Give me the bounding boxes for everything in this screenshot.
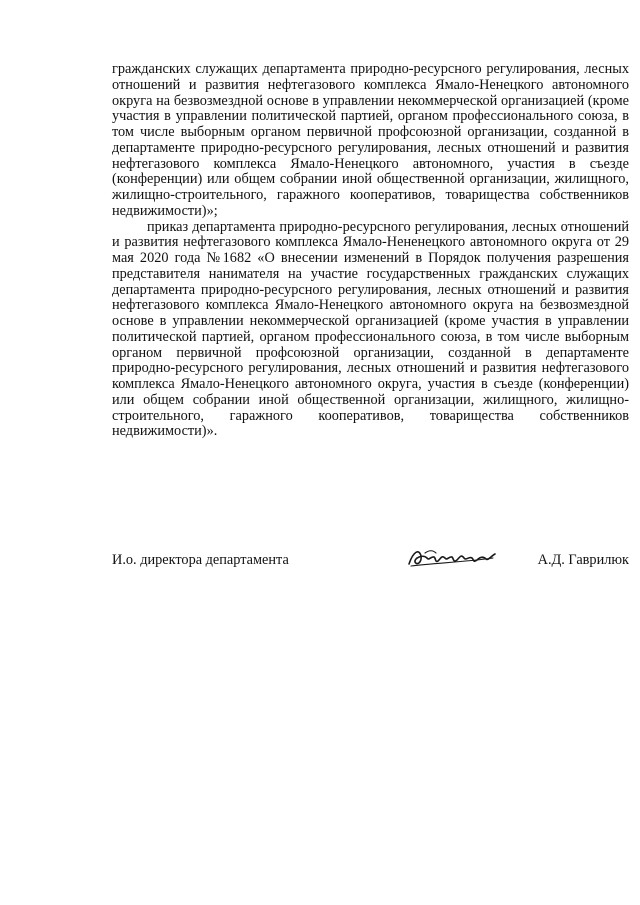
paragraph-continuation: гражданских служащих департамента природно-ресурсного регулирования, лесных отношений и развития нефтегазового комплекса Ямало-Ненецкого автономного округа на безвозмездной основе в управлении некоммерческой организацией (кроме участия в управлении политической партией, органом профессионального союза, в том числе выборным органом первичной профсоюзной организации, созданной в департаменте природно-ресурсного регулирования, лесных отношений и развития нефтегазового комплекса Ямало-Ненецкого автономного, участия в съезде (конференции) или общем собрании иной общественной организации, жилищного, жилищно-строительного, гаражного кооперативов, товарищества собственников недвижимости)»; — [112, 61, 629, 219]
paragraph-order: приказ департамента природно-ресурсного регулирования, лесных отношений и развития нефтегазового комплекса Ямало-Нененецкого автономного округа от 29 мая 2020 года №1682 «О внесении изменений в Порядок получения разрешения представителя нанимателя на участие государственных гражданских служащих департамента природно-ресурсного регулирования, лесных отношений и развития нефтегазового комплекса Ямало-Ненецкого автономного округа на безвозмездной основе в управлении некоммерческой организацией (кроме участия в управлении политической партией, органом профессионального союза, в том числе выборным органом первичной профсоюзной организации, созданной в департаменте природно-ресурсного регулирования, лесных отношений и развития нефтегазового комплекса Ямало-Ненецкого автономного округа, участия в съезде (конференции) или общем собрании иной общественной организации, жилищного, жилищно-строительного, гаражного кооперативов, товарищества собственников недвижимости)». — [112, 218, 629, 440]
signatory-name: А.Д. Гаврилюк — [537, 552, 629, 568]
signatory-title: И.о. директора департамента — [112, 552, 289, 568]
signature-block — [112, 548, 629, 572]
handwritten-signature — [405, 544, 500, 572]
document-body — [112, 62, 629, 440]
